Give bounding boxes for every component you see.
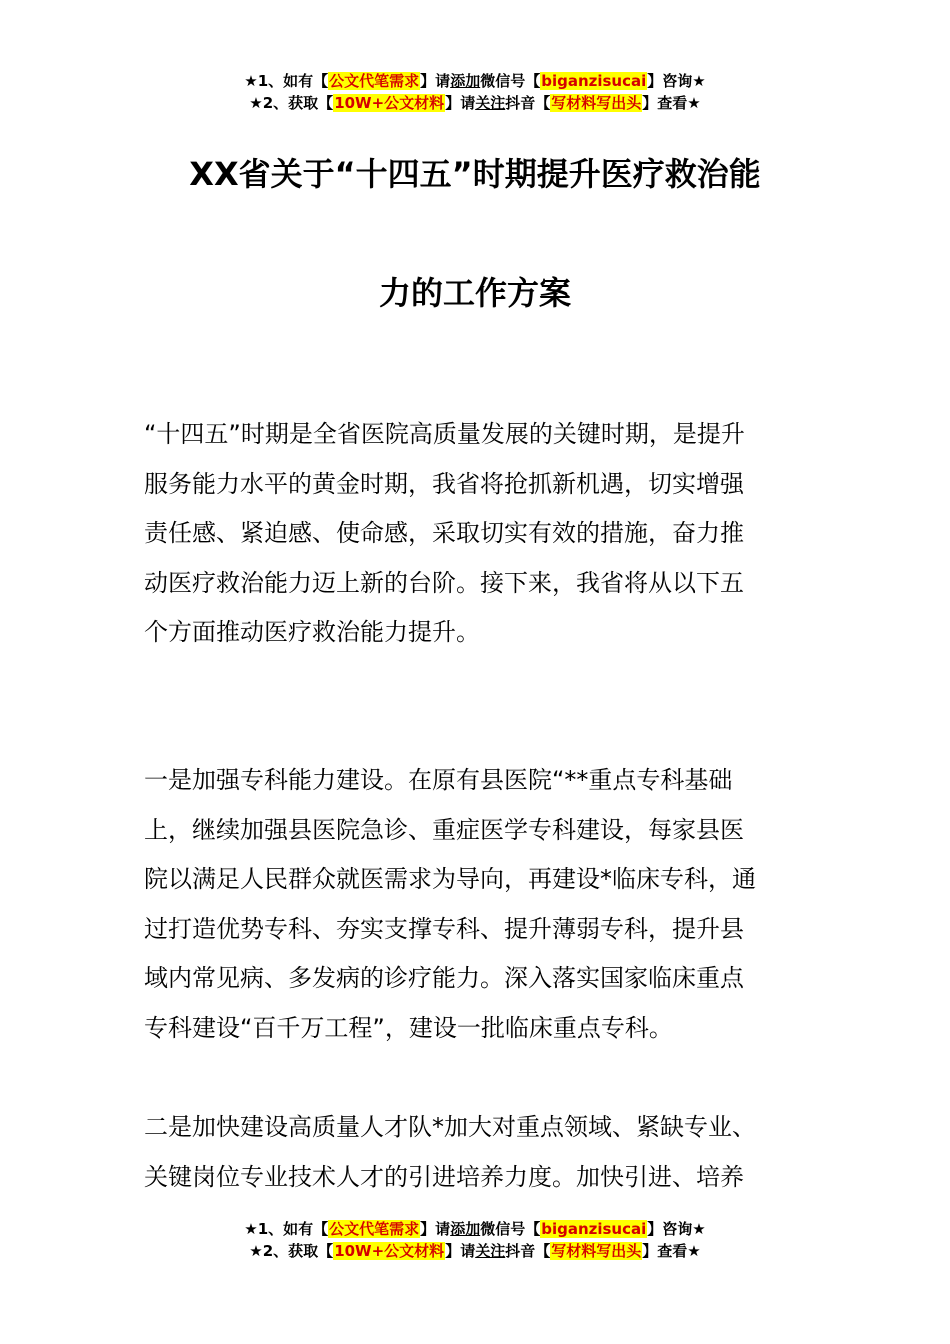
- text-line: “十四五”时期是全省医院高质量发展的关键时期，是提升: [144, 420, 745, 448]
- banner-text: 】查看★: [642, 94, 701, 112]
- underlined-text: 关注: [475, 1242, 506, 1260]
- text-line: 一是加强专科能力建设。在原有县医院“**重点专科基础: [144, 766, 733, 794]
- text-line: 关键岗位专业技术人才的引进培养力度。加快引进、培养: [144, 1162, 744, 1191]
- banner-text: 】咨询★: [647, 1220, 706, 1238]
- paragraph-intro: [144, 410, 808, 658]
- banner-text: 微信号【: [480, 1220, 541, 1238]
- highlight-materials: 10W+公文材料: [334, 94, 445, 112]
- banner-line-1: [0, 1218, 950, 1240]
- banner-text: 】请: [420, 1220, 451, 1238]
- banner-text: ★1、如有【: [244, 1220, 329, 1238]
- text-line: 院以满足人民群众就医需求为导向，再建设*临床专科，通: [144, 865, 756, 893]
- banner-line-2: [0, 1240, 950, 1262]
- banner-text: ★2、获取【: [249, 1242, 334, 1260]
- underlined-text: 关注: [475, 94, 506, 112]
- highlight-materials: 10W+公文材料: [334, 1242, 445, 1260]
- highlight-service: 公文代笔需求: [329, 72, 420, 90]
- banner-text: 】请: [420, 72, 451, 90]
- text-line: 个方面推动医疗救治能力提升。: [144, 618, 480, 646]
- highlight-douyin: 写材料写出头: [551, 94, 642, 112]
- banner-text: ★2、获取【: [249, 94, 334, 112]
- paragraph-talent: [144, 1103, 808, 1202]
- banner-text: 】查看★: [642, 1242, 701, 1260]
- banner-text: ★1、如有【: [244, 72, 329, 90]
- document-title-line-2: 力的工作方案: [378, 274, 571, 312]
- banner-line-2: [0, 92, 950, 114]
- text-line: 动医疗救治能力迈上新的台阶。接下来，我省将从以下五: [144, 568, 744, 597]
- highlight-douyin: 写材料写出头: [551, 1242, 642, 1260]
- footer-banner: [0, 1218, 950, 1262]
- banner-text: 抖音【: [505, 94, 551, 112]
- text-line: 域内常见病、多发病的诊疗能力。深入落实国家临床重点: [144, 964, 744, 992]
- banner-text: 】请: [445, 94, 476, 112]
- text-line: 服务能力水平的黄金时期，我省将抢抓新机遇，切实增强: [144, 469, 744, 498]
- text-line: 过打造优势专科、夯实支撑专科、提升薄弱专科，提升县: [144, 914, 744, 943]
- text-line: 上，继续加强县医院急诊、重症医学专科建设，每家县医: [144, 815, 744, 844]
- highlight-wechat-id: biganzisucai: [541, 72, 647, 90]
- banner-text: 抖音【: [505, 1242, 551, 1260]
- text-line: 专科建设“百千万工程”，建设一批临床重点专科。: [144, 1013, 673, 1042]
- banner-text: 】请: [445, 1242, 476, 1260]
- paragraph-specialty: [144, 756, 808, 1053]
- text-line: 责任感、紧迫感、使命感，采取切实有效的措施，奋力推: [144, 519, 744, 547]
- document-title-line-1: XX省关于“十四五”时期提升医疗救治能: [189, 155, 761, 193]
- underlined-text: 添加: [450, 72, 481, 90]
- highlight-wechat-id: biganzisucai: [541, 1220, 647, 1238]
- text-line: 二是加快建设高质量人才队*加大对重点领域、紧缺专业、: [144, 1113, 756, 1141]
- banner-text: 微信号【: [480, 72, 541, 90]
- underlined-text: 添加: [450, 1220, 481, 1238]
- banner-line-1: [0, 70, 950, 92]
- highlight-service: 公文代笔需求: [329, 1220, 420, 1238]
- header-banner: [0, 70, 950, 114]
- banner-text: 】咨询★: [647, 72, 706, 90]
